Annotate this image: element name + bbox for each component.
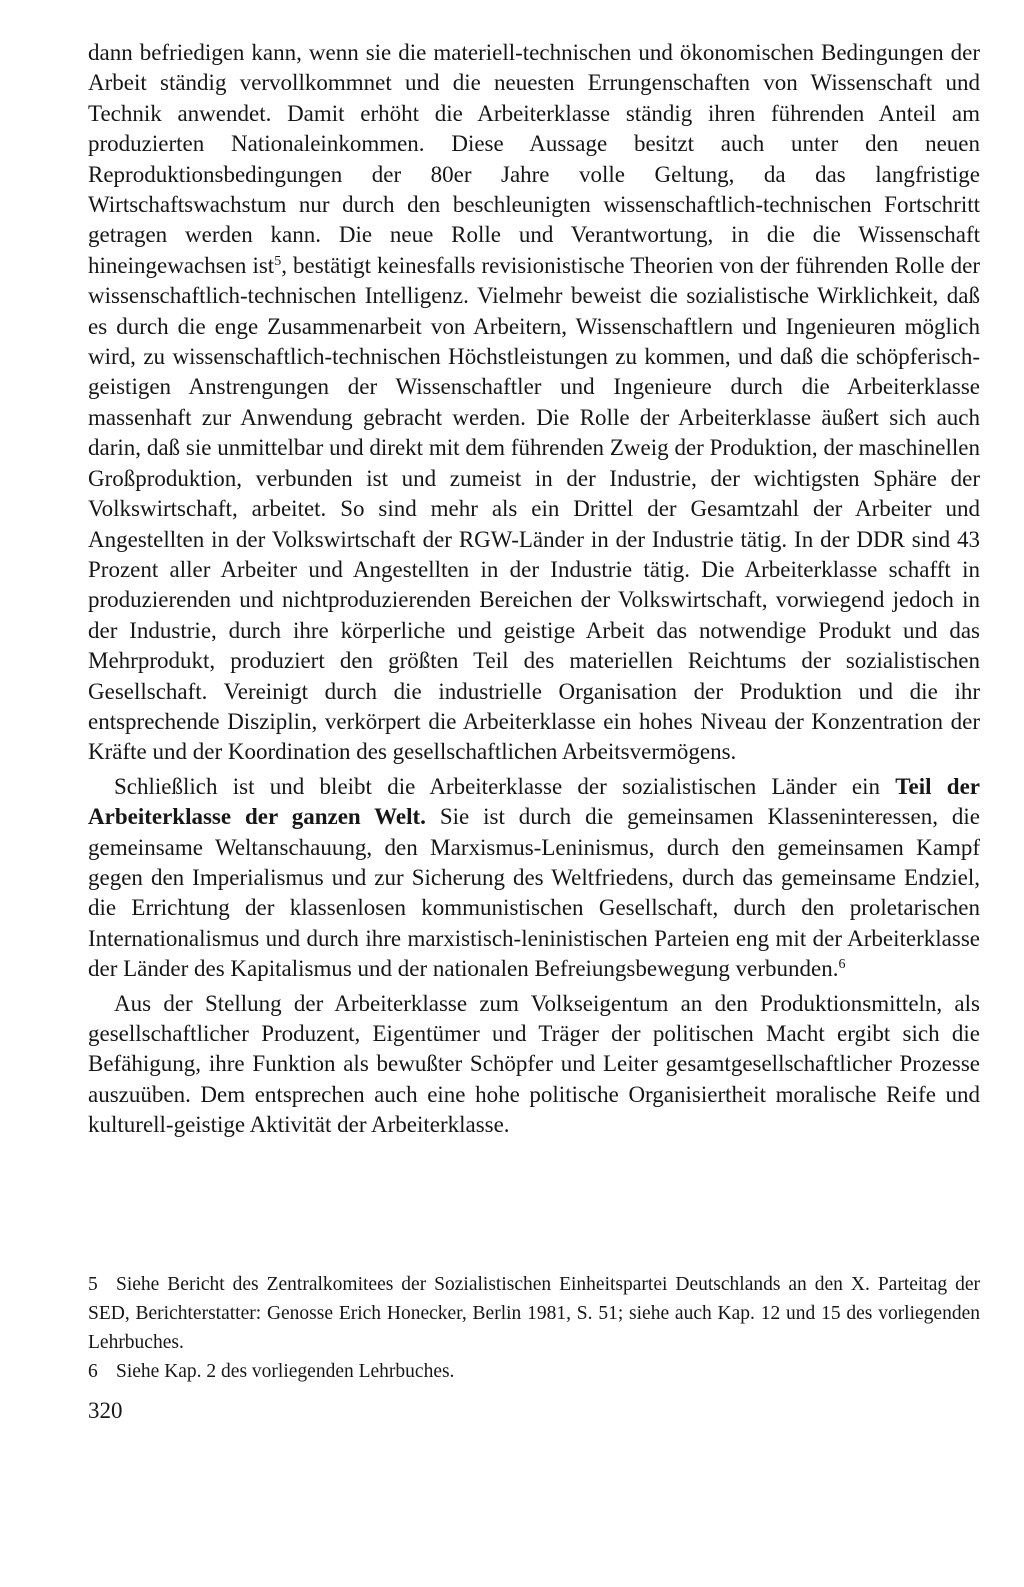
paragraph-2 [88, 772, 980, 985]
footnote-text: Siehe Bericht des Zentralkomitees der Sozialistischen Einheitspartei Deutschlands an den X. Parteitag der SED, Berichterstatter: Genosse Erich Honecker, Berlin 1981, S. 51; siehe auch Kap. 12 und 15 des vorliegenden Lehrbuches. [88, 1274, 980, 1353]
paragraph-1 [88, 38, 980, 768]
paragraph-2-text-a: Schließlich ist und bleibt die Arbeiterklasse der sozialistischen Länder ein [114, 773, 896, 799]
footnote-6 [88, 1357, 980, 1386]
paragraph-1-text-a: dann befriedigen kann, wenn sie die materiell-technischen und ökonomischen Bedingungen der Arbeit ständig vervollkommnet und die neuesten Errungenschaften von Wissenschaft und Technik anwendet. Damit erhöht die Arbeiterklasse ständig ihren führenden Anteil am produzierten Nationaleinkommen. Diese Aussage besitzt auch unter den neuen Reproduktionsbedingungen der 80er Jahre volle Geltung, da das langfristige Wirtschaftswachstum nur durch den beschleunigten wissenschaftlich-technischen Fortschritt getragen werden kann. Die neue Rolle und Verantwortung, in die die Wissenschaft hineingewachsen ist [88, 40, 980, 278]
footnotes [88, 1270, 980, 1386]
footnote-ref-6[interactable]: 6 [838, 957, 846, 973]
page-number: 320 [88, 1398, 123, 1423]
paragraph-3-text: Aus der Stellung der Arbeiterklasse zum Volkseigentum an den Produktionsmitteln, als gesellschaftlicher Produzent, Eigentümer und Träger der politischen Macht ergibt sich die Befähigung, ihre Funktion als bewußter Schöpfer und Leiter gesamtgesellschaftlicher Prozesse auszuüben. Dem entsprechen auch eine hohe politische Organisiertheit moralische Reife und kulturell-geistige Aktivität der Arbeiterklasse. [88, 990, 980, 1138]
footnote-ref-5[interactable]: 5 [274, 253, 282, 269]
paragraph-2-text-b: Sie ist durch die gemeinsamen Klasseninteressen, die gemeinsame Weltanschauung, den Marxismus-Leninismus, durch den gemeinsamen Kampf gegen den Imperialismus und zur Sicherung des Weltfriedens, durch das gemeinsame Endziel, die Errichtung der klassenlosen kommunistischen Gesellschaft, durch den proletarischen Internationalismus und durch ihre marxistisch-leninistischen Parteien eng mit der Arbeiterklasse der Länder des Kapitalismus und der nationalen Befreiungsbewegung verbunden. [88, 804, 980, 982]
paragraph-3 [88, 989, 980, 1141]
paragraph-2-emphasis: Teil der Arbeiterklasse der ganzen Welt. [88, 773, 980, 830]
page-body [88, 38, 980, 1141]
footnote-number: 5 [88, 1274, 98, 1295]
footnote-5 [88, 1270, 980, 1357]
paragraph-1-text-b: , bestätigt keinesfalls revisionistische Theorien von der führenden Rolle der wissenschaftlich-technischen Intelligenz. Vielmehr beweist die sozialistische Wirklichkeit, daß es durch die enge Zusammenarbeit von Arbeitern, Wissenschaftlern und Ingenieuren möglich wird, zu wissenschaftlich-technischen Höchstleistungen zu kommen, und daß die schöpferisch-geistigen Anstrengungen der Wissenschaftler und Ingenieure durch die Arbeiterklasse massenhaft zur Anwendung gebracht werden. Die Rolle der Arbeiterklasse äußert sich auch darin, daß sie unmittelbar und direkt mit dem führenden Zweig der Produktion, der maschinellen Großproduktion, verbunden ist und zumeist in der Industrie, der wichtigsten Sphäre der Volkswirtschaft, arbeitet. So sind mehr als ein Drittel der Gesamtzahl der Arbeiter und Angestellten in der Volkswirtschaft der RGW-Länder in der Industrie tätig. In der DDR sind 43 Prozent aller Arbeiter und Angestellten in der Industrie tätig. Die Arbeiterklasse schafft in produzierenden und nichtproduzierenden Bereichen der Volkswirtschaft, vorwiegend jedoch in der Industrie, durch ihre körperliche und geistige Arbeit das notwendige Produkt und das Mehrprodukt, produziert den größten Teil des materiellen Reichtums der sozialistischen Gesellschaft. Vereinigt durch die industrielle Organisation der Produktion und die ihr entsprechende Disziplin, verkörpert die Arbeiterklasse ein hohes Niveau der Konzentration der Kräfte und der Koordination des gesellschaftlichen Arbeitsvermögens. [88, 252, 980, 765]
footnote-text: Siehe Kap. 2 des vorliegenden Lehrbuches. [116, 1361, 455, 1382]
footnote-number: 6 [88, 1361, 98, 1382]
